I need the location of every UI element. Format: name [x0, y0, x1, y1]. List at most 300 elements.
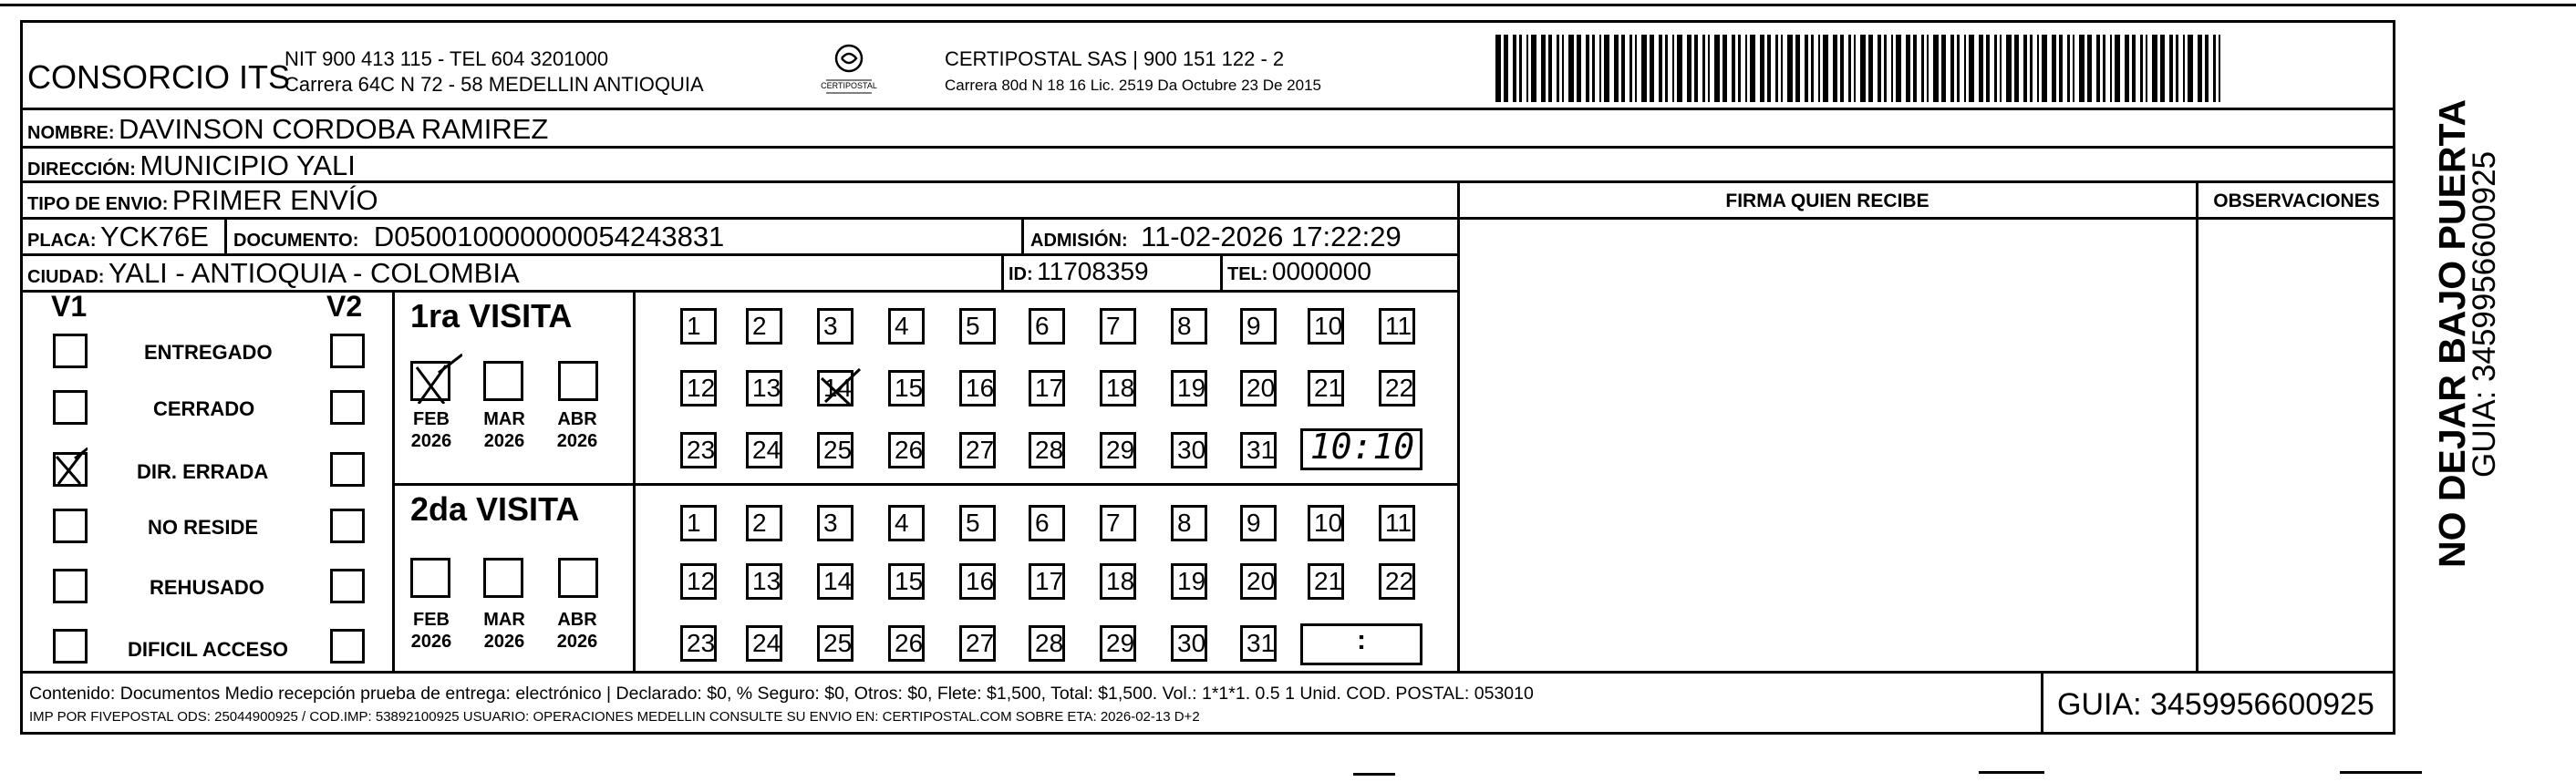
- barcode-bar: [2160, 35, 2165, 102]
- placa-value: YCK76E: [100, 221, 209, 252]
- ciudad-value: YALI - ANTIOQUIA - COLOMBIA: [108, 257, 520, 289]
- day-number: 26: [895, 629, 924, 657]
- first-visit-title: 1ra VISITA: [410, 297, 573, 334]
- first-visit-day-12[interactable]: [680, 370, 717, 406]
- first-visit-day-28[interactable]: [1029, 432, 1065, 468]
- day-number: 15: [895, 374, 924, 402]
- second-visit-day-10[interactable]: [1308, 505, 1344, 541]
- second-visit-day-25[interactable]: [817, 625, 853, 662]
- barcode-bar: [1868, 35, 1873, 102]
- barcode-bar: [2000, 35, 2002, 102]
- barcode-bar: [1878, 35, 1881, 102]
- admision-value: 11-02-2026 17:22:29: [1141, 221, 1402, 252]
- day-number: 24: [752, 436, 781, 464]
- barcode-bar: [2183, 35, 2185, 102]
- first-visit-day-15[interactable]: [888, 370, 925, 406]
- day-number: 7: [1106, 509, 1121, 537]
- barcode-bar: [1933, 35, 1939, 102]
- day-number: 10: [1314, 312, 1343, 340]
- second-visit-day-13[interactable]: [746, 563, 782, 600]
- month-year: 2026: [483, 431, 525, 451]
- second-visit-day-26[interactable]: [888, 625, 925, 662]
- month-year: 2026: [410, 431, 452, 451]
- barcode-bar: [1805, 35, 1808, 102]
- row-line: [392, 483, 1459, 486]
- barcode-bar: [1950, 35, 1954, 102]
- day-number: 29: [1106, 629, 1135, 657]
- col-line: [392, 290, 395, 671]
- day-number: 21: [1314, 374, 1343, 402]
- certipostal-logo-icon: [817, 40, 881, 100]
- day-number: 31: [1247, 629, 1276, 657]
- barcode-bar: [1687, 35, 1691, 102]
- barcode-bar: [2152, 35, 2157, 102]
- first-visit-day-30[interactable]: [1171, 432, 1207, 468]
- barcode-bar: [1577, 35, 1581, 102]
- second-visit-day-12[interactable]: [680, 563, 717, 600]
- barcode-bar: [2030, 35, 2033, 102]
- second-visit-day-29[interactable]: [1100, 625, 1136, 662]
- barcode-bar: [1750, 35, 1755, 102]
- second-visit-day-3[interactable]: [817, 505, 853, 541]
- day-number: 31: [1247, 436, 1276, 464]
- scan-mark: [2340, 771, 2422, 774]
- first-visit-day-4[interactable]: [888, 308, 925, 345]
- second-visit-month-feb[interactable]: [410, 558, 450, 598]
- second-visit-label-abr: [547, 609, 607, 653]
- footer-contents: Contenido: Documentos Medio recepción prueba de entrega: electrónico | Declarado: $0, % Seguro: $0, Otros: $0, Flete: $1,500, Total: $1,500. Vol.: 1*1*1. 0.5 1 Unid. COD. POSTAL: 053010: [29, 684, 1534, 704]
- row-line: [20, 217, 2395, 220]
- first-visit-day-25[interactable]: [817, 432, 853, 468]
- day-number: 7: [1106, 312, 1121, 340]
- address-line: Carrera 64C N 72 - 58 MEDELLIN ANTIOQUIA: [284, 73, 704, 96]
- first-visit-label-feb: [401, 408, 461, 452]
- day-number: 2: [752, 312, 767, 340]
- month-year: 2026: [556, 632, 598, 652]
- first-visit-day-22[interactable]: [1379, 370, 1415, 406]
- barcode-bar: [2176, 35, 2178, 102]
- second-visit-day-8[interactable]: [1171, 505, 1207, 541]
- barcode-bar: [1745, 35, 1747, 102]
- first-visit-day-29[interactable]: [1100, 432, 1136, 468]
- first-visit-day-20[interactable]: [1240, 370, 1277, 406]
- tipo-label: TIPO DE ENVIO:: [27, 194, 169, 214]
- second-visit-day-14[interactable]: [817, 563, 853, 600]
- placa-label: PLACA:: [27, 231, 97, 251]
- barcode-bar: [2205, 35, 2209, 102]
- first-visit-day-6[interactable]: [1029, 308, 1065, 345]
- day-number: 12: [687, 567, 716, 595]
- barcode-bar: [2198, 35, 2202, 102]
- status-label-dir-errada: DIR. ERRADA: [137, 460, 269, 483]
- barcode-bar: [2023, 35, 2027, 102]
- barcode-bar: [1787, 35, 1793, 102]
- day-number: 20: [1247, 567, 1276, 595]
- barcode-bar: [1891, 35, 1893, 102]
- day-number: 13: [752, 374, 781, 402]
- barcode-bar: [2059, 35, 2063, 102]
- direccion-label: DIRECCIÓN:: [27, 159, 136, 180]
- v2-label: V2: [326, 290, 363, 323]
- month-name: FEB: [413, 610, 450, 630]
- certipostal-line: CERTIPOSTAL SAS | 900 151 122 - 2: [945, 47, 1285, 70]
- barcode-bar: [1884, 35, 1887, 102]
- barcode-bar: [1541, 35, 1546, 102]
- second-visit-day-9[interactable]: [1240, 505, 1277, 541]
- barcode-bar: [1860, 35, 1866, 102]
- day-number: 30: [1177, 436, 1206, 464]
- tipo-row: [27, 184, 378, 217]
- month-year: 2026: [483, 632, 525, 652]
- barcode-bar: [1586, 35, 1589, 102]
- nit-line: NIT 900 413 115 - TEL 604 3201000: [284, 47, 609, 70]
- first-visit-day-9[interactable]: [1240, 308, 1277, 345]
- barcode-bar: [1635, 35, 1637, 102]
- tipo-value: PRIMER ENVÍO: [171, 184, 378, 216]
- barcode-bar: [2132, 35, 2136, 102]
- observaciones-label: OBSERVACIONES: [2213, 190, 2380, 211]
- day-number: 15: [895, 567, 924, 595]
- nombre-label: NOMBRE:: [27, 123, 115, 143]
- nombre-row: [27, 113, 548, 146]
- barcode-bar: [1614, 35, 1619, 102]
- day-number: 25: [823, 629, 853, 657]
- first-visit-month-mar[interactable]: [483, 361, 523, 401]
- barcode-bar: [2006, 35, 2012, 102]
- month-year: 2026: [556, 431, 598, 451]
- v2-checkbox-no-reside[interactable]: [330, 509, 365, 543]
- first-visit-month-abr[interactable]: [558, 361, 598, 401]
- second-visit-day-21[interactable]: [1308, 563, 1344, 600]
- barcode-bar: [1979, 35, 1983, 102]
- second-visit-day-30[interactable]: [1171, 625, 1207, 662]
- barcode-bar: [1994, 35, 1997, 102]
- second-visit-month-abr[interactable]: [558, 558, 598, 598]
- first-visit-day-21[interactable]: [1308, 370, 1344, 406]
- nombre-value: DAVINSON CORDOBA RAMIREZ: [119, 113, 549, 145]
- second-visit-day-5[interactable]: [959, 505, 996, 541]
- side-warning: NO DEJAR BAJO PUERTA: [2431, 98, 2473, 569]
- v1-checkbox-dificil-acceso[interactable]: [53, 629, 88, 664]
- day-number: 3: [823, 312, 838, 340]
- row-line: [20, 146, 2395, 149]
- id-label: ID:: [1009, 264, 1033, 284]
- firma-label: FIRMA QUIEN RECIBE: [1725, 190, 1929, 211]
- day-number: 1: [687, 312, 701, 340]
- v1-checkbox-rehusado[interactable]: [53, 569, 88, 603]
- second-visit-day-27[interactable]: [959, 625, 996, 662]
- documento-row: [233, 221, 724, 253]
- check-mark-icon: [408, 353, 462, 404]
- first-visit-day-11[interactable]: [1379, 308, 1415, 345]
- first-visit-day-19[interactable]: [1171, 370, 1207, 406]
- barcode-bar: [1921, 35, 1924, 102]
- barcode-bar: [2169, 35, 2173, 102]
- day-number: 21: [1314, 567, 1343, 595]
- first-visit-day-27[interactable]: [959, 432, 996, 468]
- month-name: ABR: [557, 610, 597, 630]
- col-line: [1021, 217, 1024, 253]
- scan-mark: [1979, 771, 2044, 774]
- first-visit-day-1[interactable]: [680, 308, 717, 345]
- second-visit-day-2[interactable]: [746, 505, 782, 541]
- barcode-bar: [1714, 35, 1720, 102]
- day-number: 30: [1177, 629, 1206, 657]
- day-number: 5: [966, 312, 980, 340]
- barcode-bar: [1854, 35, 1856, 102]
- day-number: 14: [823, 567, 853, 595]
- tel-row: [1227, 257, 1371, 286]
- second-visit-day-31[interactable]: [1240, 625, 1277, 662]
- first-visit-time: 10:10: [1309, 427, 1415, 467]
- first-visit-day-24[interactable]: [746, 432, 782, 468]
- day-number: 2: [752, 509, 767, 537]
- second-visit-month-mar[interactable]: [483, 558, 523, 598]
- day-number: 22: [1385, 374, 1414, 402]
- second-visit-day-23[interactable]: [680, 625, 717, 662]
- day-number: 25: [823, 436, 853, 464]
- day-number: 17: [1035, 374, 1064, 402]
- ciudad-label: CIUDAD:: [27, 267, 105, 287]
- day-number: 28: [1035, 436, 1064, 464]
- barcode-bar: [1913, 35, 1917, 102]
- col-line: [1457, 180, 1460, 671]
- company-name: CONSORCIO ITS: [27, 58, 291, 96]
- first-visit-day-10[interactable]: [1308, 308, 1344, 345]
- v1-checkbox-cerrado[interactable]: [53, 390, 88, 425]
- barcode-bar: [1519, 35, 1522, 102]
- barcode-bar: [2146, 35, 2147, 102]
- second-visit-day-24[interactable]: [746, 625, 782, 662]
- footer-print-info: IMP POR FIVEPOSTAL ODS: 25044900925 / COD.IMP: 53892100925 USUARIO: OPERACIONES MEDELLIN CONSULTE SU ENVIO EN: CERTIPOSTAL.COM SOBRE ETA: 2026-02-13 D+2: [29, 709, 1200, 725]
- v2-checkbox-entregado[interactable]: [330, 334, 365, 368]
- admision-row: [1030, 221, 1402, 253]
- barcode-bar: [1526, 35, 1528, 102]
- barcode-bar: [1767, 35, 1771, 102]
- barcode-bar: [2087, 35, 2092, 102]
- day-number: 3: [823, 509, 838, 537]
- barcode-bar: [2213, 35, 2216, 102]
- barcode-bar: [1599, 35, 1601, 102]
- barcode-bar: [1738, 35, 1741, 102]
- barcode-bar: [1732, 35, 1735, 102]
- row-line: [20, 180, 2395, 183]
- day-number: 28: [1035, 629, 1064, 657]
- row-line: [20, 671, 2395, 674]
- v2-checkbox-cerrado[interactable]: [330, 390, 365, 425]
- barcode-bar: [1848, 35, 1851, 102]
- second-visit-day-7[interactable]: [1100, 505, 1136, 541]
- barcode-bar: [1568, 35, 1574, 102]
- barcode-bar: [1927, 35, 1929, 102]
- certipostal-logo: [817, 40, 881, 100]
- barcode-bar: [1941, 35, 1946, 102]
- direccion-row: [27, 149, 356, 182]
- logo-caption: CERTIPOSTAL: [821, 81, 877, 90]
- row-line: [20, 290, 1459, 293]
- v2-checkbox-rehusado[interactable]: [330, 569, 365, 603]
- day-number: 19: [1177, 374, 1206, 402]
- day-number: 8: [1177, 312, 1192, 340]
- barcode-bar: [2067, 35, 2070, 102]
- day-number: 9: [1247, 509, 1261, 537]
- barcode-bar: [1548, 35, 1552, 102]
- second-visit-day-15[interactable]: [888, 563, 925, 600]
- barcode-bar: [1775, 35, 1778, 102]
- barcode-bar: [1650, 35, 1654, 102]
- day-number: 10: [1314, 509, 1343, 537]
- day-number: 27: [966, 629, 995, 657]
- barcode-bar: [1557, 35, 1559, 102]
- barcode-bar: [2219, 35, 2220, 102]
- second-visit-label-feb: [401, 609, 461, 653]
- day-number: 12: [687, 374, 716, 402]
- barcode-bar: [1629, 35, 1632, 102]
- first-visit-day-31[interactable]: [1240, 432, 1277, 468]
- day-number: 23: [687, 629, 716, 657]
- day-number: 20: [1247, 374, 1276, 402]
- ciudad-row: [27, 257, 520, 290]
- day-number: 18: [1106, 374, 1135, 402]
- barcode-bar: [1708, 35, 1710, 102]
- day-number: 17: [1035, 567, 1064, 595]
- day-number: 4: [895, 509, 909, 537]
- barcode-bar: [1513, 35, 1516, 102]
- second-visit-day-4[interactable]: [888, 505, 925, 541]
- top-rule: [0, 4, 2576, 6]
- second-visit-time: :: [1357, 625, 1366, 655]
- barcode-bar: [1641, 35, 1647, 102]
- day-number: 5: [966, 509, 980, 537]
- barcode-bar: [2110, 35, 2112, 102]
- month-name: ABR: [557, 409, 597, 429]
- id-row: [1009, 257, 1149, 286]
- day-number: 27: [966, 436, 995, 464]
- placa-row: [27, 221, 209, 253]
- second-visit-day-22[interactable]: [1379, 563, 1415, 600]
- barcode-bar: [2042, 35, 2047, 102]
- barcode-bar: [1896, 35, 1901, 102]
- barcode-bar: [1677, 35, 1682, 102]
- second-visit-day-11[interactable]: [1379, 505, 1415, 541]
- first-visit-day-3[interactable]: [817, 308, 853, 345]
- second-visit-day-6[interactable]: [1029, 505, 1065, 541]
- barcode-bar: [1531, 35, 1536, 102]
- day-number: 6: [1035, 312, 1050, 340]
- barcode-bar: [2125, 35, 2129, 102]
- first-visit-day-18[interactable]: [1100, 370, 1136, 406]
- row-line: [20, 108, 2395, 110]
- barcode-bar: [1969, 35, 1974, 102]
- barcode-bar: [1811, 35, 1814, 102]
- first-visit-day-26[interactable]: [888, 432, 925, 468]
- second-visit-day-19[interactable]: [1171, 563, 1207, 600]
- second-visit-day-17[interactable]: [1029, 563, 1065, 600]
- second-visit-day-18[interactable]: [1100, 563, 1136, 600]
- documento-value: D050010000000054243831: [373, 221, 725, 252]
- barcode-bar: [1562, 35, 1564, 102]
- second-visit-day-16[interactable]: [959, 563, 996, 600]
- second-visit-label-mar: [474, 609, 534, 653]
- status-label-dificil-acceso: DIFICIL ACCESO: [128, 638, 289, 661]
- first-visit-day-7[interactable]: [1100, 308, 1136, 345]
- second-visit-day-1[interactable]: [680, 505, 717, 541]
- day-number: 11: [1385, 312, 1412, 340]
- col-line: [2196, 180, 2198, 671]
- row-line: [20, 253, 1459, 256]
- barcode-bar: [2096, 35, 2100, 102]
- barcode-bar: [1665, 35, 1668, 102]
- v1-checkbox-entregado[interactable]: [53, 334, 88, 368]
- first-visit-day-16[interactable]: [959, 370, 996, 406]
- barcode-bar: [1702, 35, 1705, 102]
- barcode-bar: [1964, 35, 1966, 102]
- day-number: 22: [1385, 567, 1414, 595]
- barcode-bar: [1604, 35, 1609, 102]
- v1-checkbox-dir-errada[interactable]: [53, 452, 88, 487]
- barcode-bar: [1906, 35, 1910, 102]
- first-visit-day-5[interactable]: [959, 308, 996, 345]
- first-visit-day-14[interactable]: [817, 370, 853, 406]
- first-visit-day-2[interactable]: [746, 308, 782, 345]
- day-number: 8: [1177, 509, 1192, 537]
- barcode-bar: [1818, 35, 1820, 102]
- first-visit-day-23[interactable]: [680, 432, 717, 468]
- day-number: 16: [966, 374, 995, 402]
- second-visit-day-28[interactable]: [1029, 625, 1065, 662]
- admision-label: ADMISIÓN:: [1030, 231, 1128, 251]
- day-number: 14: [823, 374, 853, 402]
- first-visit-month-feb[interactable]: [410, 361, 450, 401]
- v2-checkbox-dificil-acceso[interactable]: [330, 629, 365, 664]
- second-visit-day-20[interactable]: [1240, 563, 1277, 600]
- barcode-bar: [2052, 35, 2056, 102]
- day-number: 6: [1035, 509, 1050, 537]
- barcode-bar: [1672, 35, 1674, 102]
- scan-mark: [1353, 773, 1395, 776]
- barcode-bar: [2079, 35, 2085, 102]
- day-number: 26: [895, 436, 924, 464]
- v1-checkbox-no-reside[interactable]: [53, 509, 88, 543]
- first-visit-label-mar: [474, 408, 534, 452]
- first-visit-day-8[interactable]: [1171, 308, 1207, 345]
- status-label-cerrado: CERRADO: [153, 397, 255, 420]
- tel-value: 0000000: [1271, 257, 1371, 285]
- day-number: 1: [687, 509, 701, 537]
- cross-mark-icon: [818, 365, 864, 407]
- footer-guia: GUIA: 3459956600925: [2057, 687, 2374, 722]
- first-visit-day-13[interactable]: [746, 370, 782, 406]
- first-visit-day-17[interactable]: [1029, 370, 1065, 406]
- barcode-bar: [1840, 35, 1844, 102]
- v2-checkbox-dir-errada[interactable]: [330, 452, 365, 487]
- barcode-bar: [2140, 35, 2143, 102]
- month-name: FEB: [413, 409, 450, 429]
- barcode-bar: [2115, 35, 2120, 102]
- barcode-bar: [1957, 35, 1960, 102]
- status-label-entregado: ENTREGADO: [144, 341, 273, 364]
- col-line: [2041, 671, 2043, 735]
- barcode-bar: [2188, 35, 2193, 102]
- col-line: [1220, 253, 1223, 290]
- col-line: [224, 217, 227, 253]
- barcode-bar: [2103, 35, 2105, 102]
- tel-label: TEL:: [1227, 264, 1268, 284]
- day-number: 19: [1177, 567, 1206, 595]
- check-mark-icon: [51, 448, 88, 484]
- v1-label: V1: [51, 290, 88, 323]
- id-value: 11708359: [1037, 257, 1149, 285]
